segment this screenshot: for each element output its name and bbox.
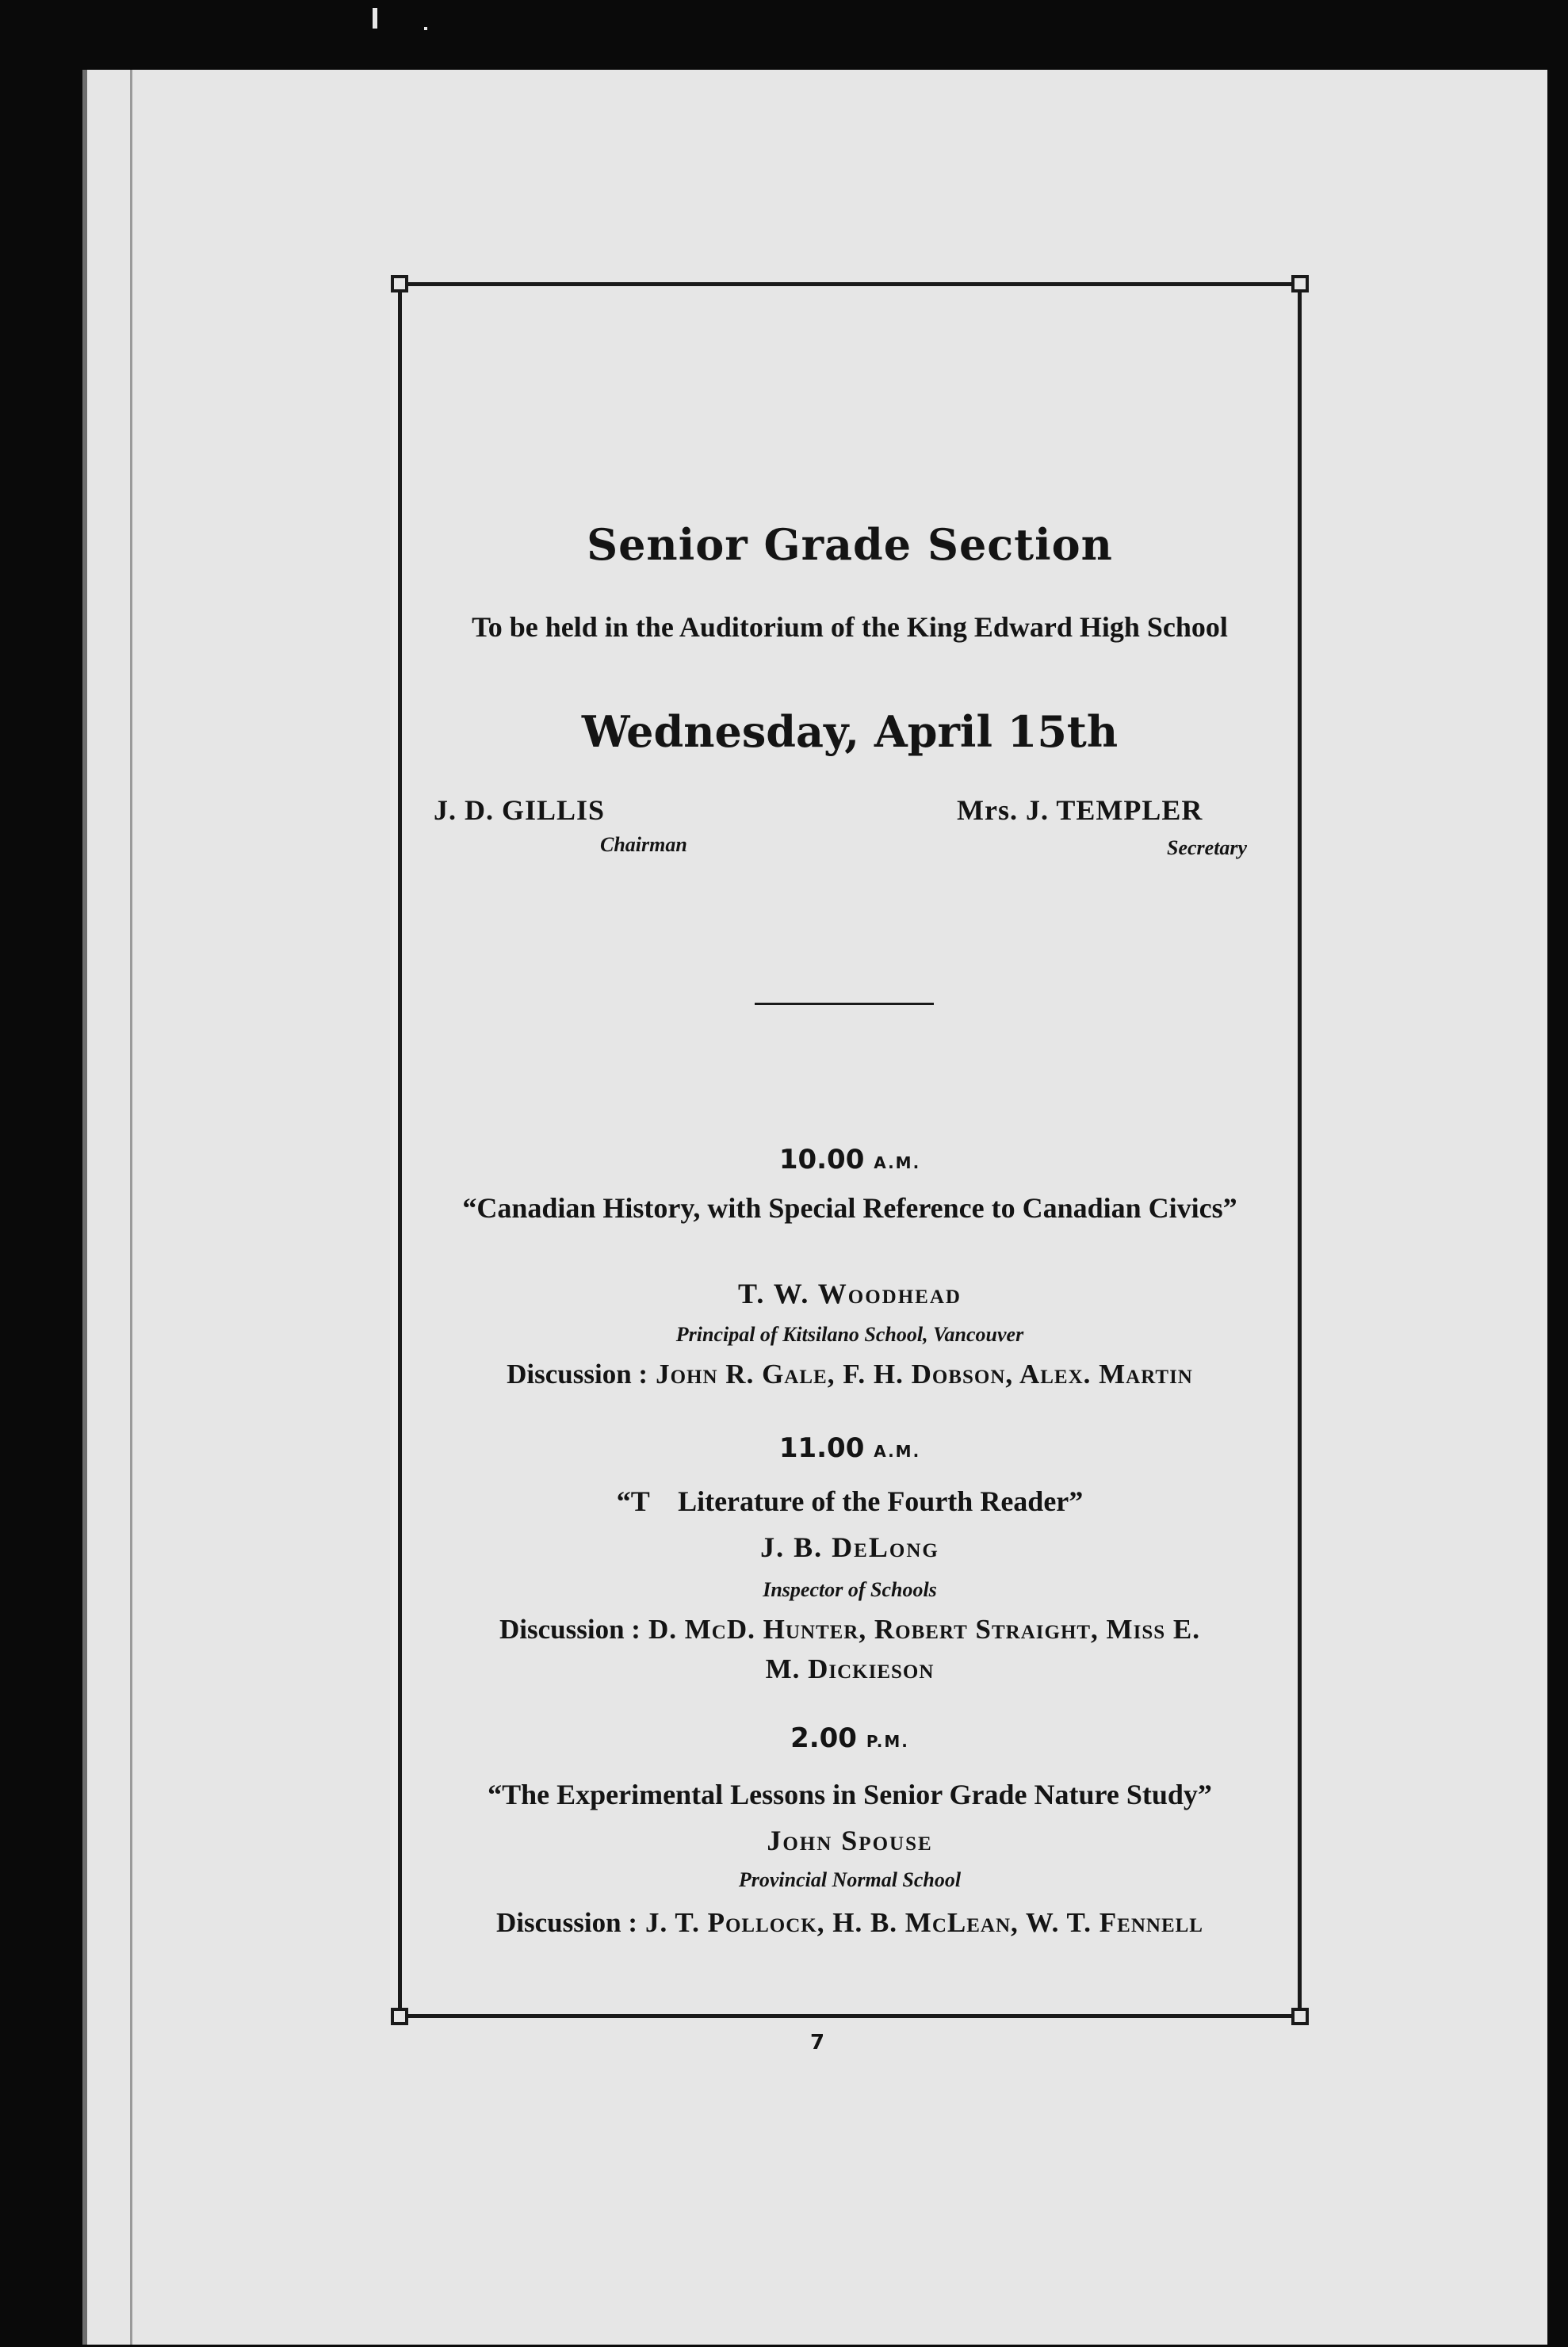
document-page	[82, 70, 1547, 2345]
page-gutter-line	[130, 70, 132, 2345]
chairman-name: J. D. GILLIS	[434, 794, 606, 826]
talk-title: “Canadian History, with Special Reference to Canadian Civics”	[462, 1192, 1237, 1224]
speaker-affiliation: Principal of Kitsilano School, Vancouver	[675, 1323, 1024, 1346]
time-meridiem: A.M.	[874, 1442, 921, 1461]
date-heading: Wednesday, April 15th	[581, 706, 1119, 757]
chairman-role: Chairman	[600, 833, 687, 856]
discussion-line	[402, 1610, 1298, 1689]
venue-line: To be held in the Auditorium of the King Edward High School	[472, 611, 1228, 643]
speaker-name: J. B. DeLong	[760, 1531, 939, 1563]
discussion-label: Discussion :	[499, 1614, 641, 1645]
secretary-name: Mrs. J. TEMPLER	[957, 794, 1203, 826]
talk-title: “The Experimental Lessons in Senior Grade Nature Study”	[488, 1779, 1212, 1810]
discussion-line	[402, 1903, 1298, 1943]
discussion-names: John R. Gale, F. H. Dobson, Alex. Martin	[656, 1359, 1193, 1389]
speaker-name: T. W. Woodhead	[738, 1278, 962, 1309]
session-time	[402, 1144, 1298, 1175]
time-value: 2.00	[790, 1722, 857, 1754]
speaker-name: John Spouse	[767, 1825, 933, 1856]
speaker-affiliation: Provincial Normal School	[738, 1868, 962, 1891]
speaker-affiliation: Inspector of Schools	[763, 1578, 937, 1601]
secretary-role: Secretary	[1167, 836, 1248, 859]
discussion-names: J. T. Pollock, H. B. McLean, W. T. Fennell	[644, 1907, 1203, 1938]
program-frame	[398, 282, 1302, 2018]
session-time	[402, 1722, 1298, 1754]
session-time	[402, 1432, 1298, 1464]
discussion-line	[402, 1355, 1298, 1394]
section-divider	[755, 1003, 934, 1005]
discussion-label: Discussion :	[507, 1359, 648, 1389]
discussion-names: D. McD. Hunter, Robert Straight, Miss E. M. Dickieson	[648, 1614, 1200, 1684]
discussion-label: Discussion :	[496, 1907, 637, 1938]
section-title: Senior Grade Section	[587, 519, 1113, 570]
time-meridiem: A.M.	[874, 1153, 921, 1172]
time-value: 10.00	[778, 1144, 865, 1175]
talk-title: “T Literature of the Fourth Reader”	[616, 1485, 1084, 1517]
time-meridiem: P.M.	[866, 1732, 909, 1751]
page-number: 7	[809, 2031, 825, 2055]
time-value: 11.00	[778, 1432, 865, 1464]
